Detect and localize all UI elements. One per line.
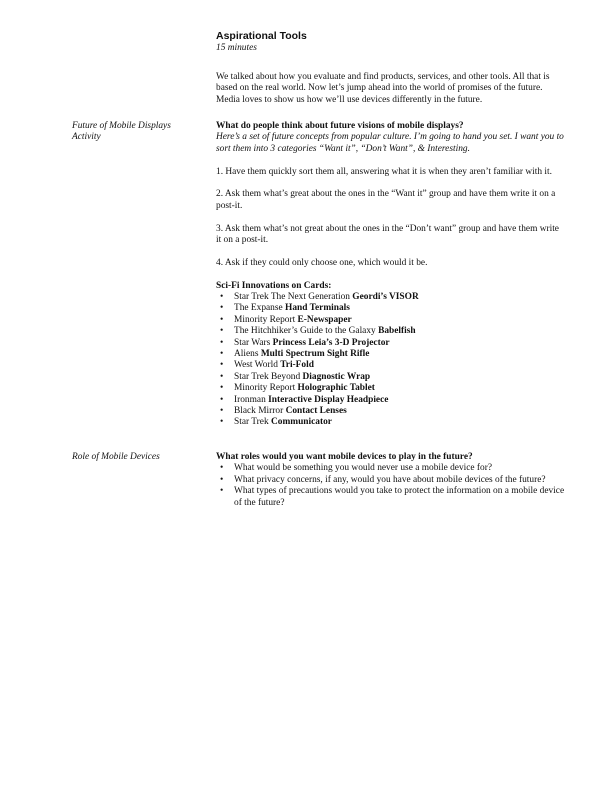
card-item: Tri-Fold (280, 360, 314, 371)
list-item (216, 338, 566, 349)
section-role-devices (216, 452, 566, 509)
list-item (216, 326, 566, 337)
questions-list (216, 463, 566, 509)
card-source: Star Wars (234, 337, 273, 348)
card-item: Babelfish (378, 326, 416, 337)
card-item: Interactive Display Headpiece (268, 394, 389, 405)
card-item: E-Newspaper (297, 314, 352, 325)
card-item: Geordi’s VISOR (352, 292, 419, 303)
card-source: Ironman (234, 394, 269, 405)
step-item: 1. Have them quickly sort them all, answering what it is when they aren’t familiar with it. (216, 166, 552, 177)
list-item (216, 417, 566, 428)
card-source: Black Mirror (234, 406, 286, 417)
duration-label: 15 minutes (216, 43, 257, 53)
intro-text: We talked about how you evaluate and find products, services, and other tools. All that is based on the real world. Now let’s jump ahead into the world of promises of the future. Media loves to show us how we’ll use devices differently in the future. (216, 72, 550, 105)
step-item: 3. Ask them what’s not great about the ones in the “Don’t want” group and have them write it on a post-it. (216, 223, 559, 246)
card-source: Aliens (234, 349, 261, 360)
step-item: 2. Ask them what’s great about the ones in the “Want it” group and have them write it on a post-it. (216, 189, 556, 211)
step-item: 4. Ask if they could only choose one, which would it be. (216, 257, 428, 268)
page-title: Aspirational Tools (216, 30, 307, 42)
intro-paragraph (216, 72, 566, 106)
section-instructions: Here’s a set of future concepts from popular culture. I’m going to hand you set. I want you to sort them into 3 categories “Want it”, “Don’t Want”, & Interesting. (216, 132, 564, 154)
card-source: Minority Report (234, 383, 298, 394)
list-item (216, 360, 566, 371)
card-item: Communicator (271, 417, 332, 428)
list-item (216, 395, 566, 406)
card-item: Contact Lenses (285, 406, 347, 417)
section-label-line: Future of Mobile Displays (72, 121, 171, 131)
card-item: Hand Terminals (285, 303, 350, 314)
cards-list (216, 292, 566, 429)
list-item (216, 315, 566, 326)
card-source: The Hitchhiker’s Guide to the Galaxy (234, 326, 379, 337)
list-item (216, 292, 566, 303)
section-label-role-devices (72, 452, 202, 463)
section-label-line: Activity (72, 132, 101, 143)
card-item: Princess Leia’s 3-D Projector (272, 337, 390, 348)
list-item (216, 349, 566, 360)
list-item: • What would be something you would never use a mobile device for? (216, 463, 566, 474)
list-item: • What privacy concerns, if any, would you have about mobile devices of the future? (216, 475, 566, 486)
section-question: What roles would you want mobile devices to play in the future? (216, 452, 473, 462)
card-item: Multi Spectrum Sight Rifle (260, 349, 370, 360)
card-source: West World (234, 360, 281, 371)
list-item: • What types of precautions would you take to protect the information on a mobile device of the future? (216, 486, 566, 509)
card-item: Diagnostic Wrap (302, 371, 371, 382)
cards-heading: Sci-Fi Innovations on Cards: (216, 280, 332, 291)
card-source: The Expanse (234, 303, 286, 314)
section-question: What do people think about future visions of mobile displays? (216, 121, 464, 131)
card-source: Minority Report (234, 314, 298, 325)
list-item (216, 383, 566, 394)
section-future-displays (216, 121, 566, 429)
list-item (216, 372, 566, 383)
section-label-line: Role of Mobile Devices (72, 452, 160, 462)
card-source: Star Trek Beyond (234, 371, 303, 382)
card-item: Holographic Tablet (297, 383, 375, 394)
card-source: Star Trek (234, 417, 271, 428)
card-source: Star Trek The Next Generation (234, 292, 353, 303)
section-label-future-displays (72, 121, 202, 144)
list-item (216, 303, 566, 314)
list-item (216, 406, 566, 417)
